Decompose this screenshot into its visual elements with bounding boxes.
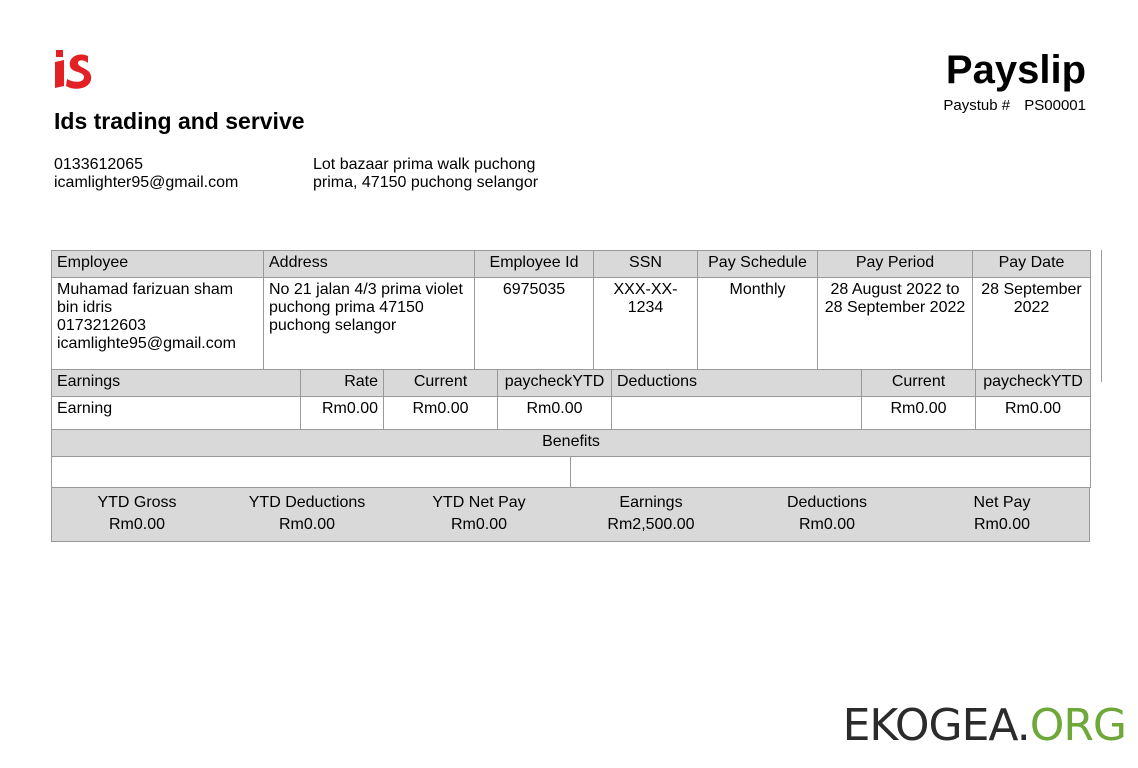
summary-value: Rm2,500.00 (607, 516, 695, 533)
header-employee-id: Employee Id (475, 251, 594, 278)
header-rate: Rate (301, 370, 384, 397)
summary-label: YTD Net Pay (432, 494, 526, 511)
header-pay-date: Pay Date (973, 251, 1091, 278)
employee-header-row (52, 251, 1091, 278)
company-address-line2: prima, 47150 puchong selangor (313, 174, 539, 191)
watermark-main: EKOGEA. (842, 700, 1030, 751)
page-title: Payslip (945, 48, 1086, 92)
earnings-table (51, 369, 1091, 430)
employee-address: No 21 jalan 4/3 prima violet puchong prima 47150 puchong selangor (264, 278, 475, 371)
benefits-row (52, 457, 1091, 488)
employee-row (52, 278, 1091, 371)
payment-summary (51, 487, 1090, 542)
summary-ytd-gross (82, 492, 192, 536)
earning-rate: Rm0.00 (301, 397, 384, 430)
summary-value: Rm0.00 (973, 516, 1031, 533)
summary-deductions (772, 492, 882, 536)
earning-label: Earning (52, 397, 301, 430)
benefits-header: Benefits (52, 430, 1091, 457)
summary-net-pay (952, 492, 1052, 536)
employee-name: Muhamad farizuan sham bin idris (57, 281, 234, 316)
summary-value: Rm0.00 (108, 516, 166, 533)
earnings-row (52, 397, 1091, 430)
header-deduction-current: Current (862, 370, 976, 397)
employee-cell (52, 278, 264, 371)
employee-phone: 0173212603 (57, 317, 146, 334)
header-ssn: SSN (594, 251, 698, 278)
header-pay-period: Pay Period (818, 251, 973, 278)
site-watermark (843, 700, 1126, 751)
company-address (313, 156, 538, 192)
earnings-header-row (52, 370, 1091, 397)
company-phone: 0133612065 (54, 156, 143, 173)
benefits-header-row (52, 430, 1091, 457)
paystub-value: PS00001 (1024, 97, 1086, 114)
benefits-left-cell (52, 457, 571, 488)
summary-ytd-net-pay (423, 492, 535, 536)
earning-ytd: Rm0.00 (498, 397, 612, 430)
summary-value: Rm0.00 (450, 516, 508, 533)
summary-ytd-deductions (242, 492, 372, 536)
header-employee: Employee (52, 251, 264, 278)
watermark-suffix: ORG (1029, 700, 1126, 751)
pay-date: 28 September 2022 (973, 278, 1091, 371)
header-deduction-paycheck-ytd: paycheckYTD (976, 370, 1091, 397)
employee-ssn: XXX-XX-1234 (594, 278, 698, 371)
summary-label: Net Pay (973, 494, 1031, 511)
benefits-table (51, 429, 1091, 488)
company-name: Ids trading and servive (54, 108, 305, 134)
employee-id: 6975035 (475, 278, 594, 371)
paystub-number (933, 97, 1086, 114)
employee-email: icamlighte95@gmail.com (57, 335, 236, 352)
pay-period: 28 August 2022 to 28 September 2022 (818, 278, 973, 371)
summary-label: YTD Gross (97, 494, 177, 511)
company-contact (54, 156, 238, 192)
employee-table (51, 250, 1091, 371)
header-current: Current (384, 370, 498, 397)
pay-schedule: Monthly (698, 278, 818, 371)
summary-value: Rm0.00 (798, 516, 856, 533)
paystub-label: Paystub # (943, 97, 1011, 114)
company-logo (52, 46, 96, 96)
summary-label: Earnings (619, 494, 683, 511)
summary-label: YTD Deductions (248, 494, 366, 511)
header-address: Address (264, 251, 475, 278)
company-address-line1: Lot bazaar prima walk puchong (313, 156, 536, 173)
deduction-label (612, 397, 862, 430)
page-edge-rule (1101, 250, 1102, 382)
header-paycheck-ytd: paycheckYTD (498, 370, 612, 397)
benefits-right-cell (571, 457, 1091, 488)
header-deductions: Deductions (612, 370, 862, 397)
earning-current: Rm0.00 (384, 397, 498, 430)
deduction-current: Rm0.00 (862, 397, 976, 430)
header-pay-schedule: Pay Schedule (698, 251, 818, 278)
company-email: icamlighter95@gmail.com (54, 174, 239, 191)
summary-value: Rm0.00 (278, 516, 336, 533)
summary-label: Deductions (786, 494, 868, 511)
deduction-ytd: Rm0.00 (976, 397, 1091, 430)
header-earnings: Earnings (52, 370, 301, 397)
summary-earnings (595, 492, 707, 536)
